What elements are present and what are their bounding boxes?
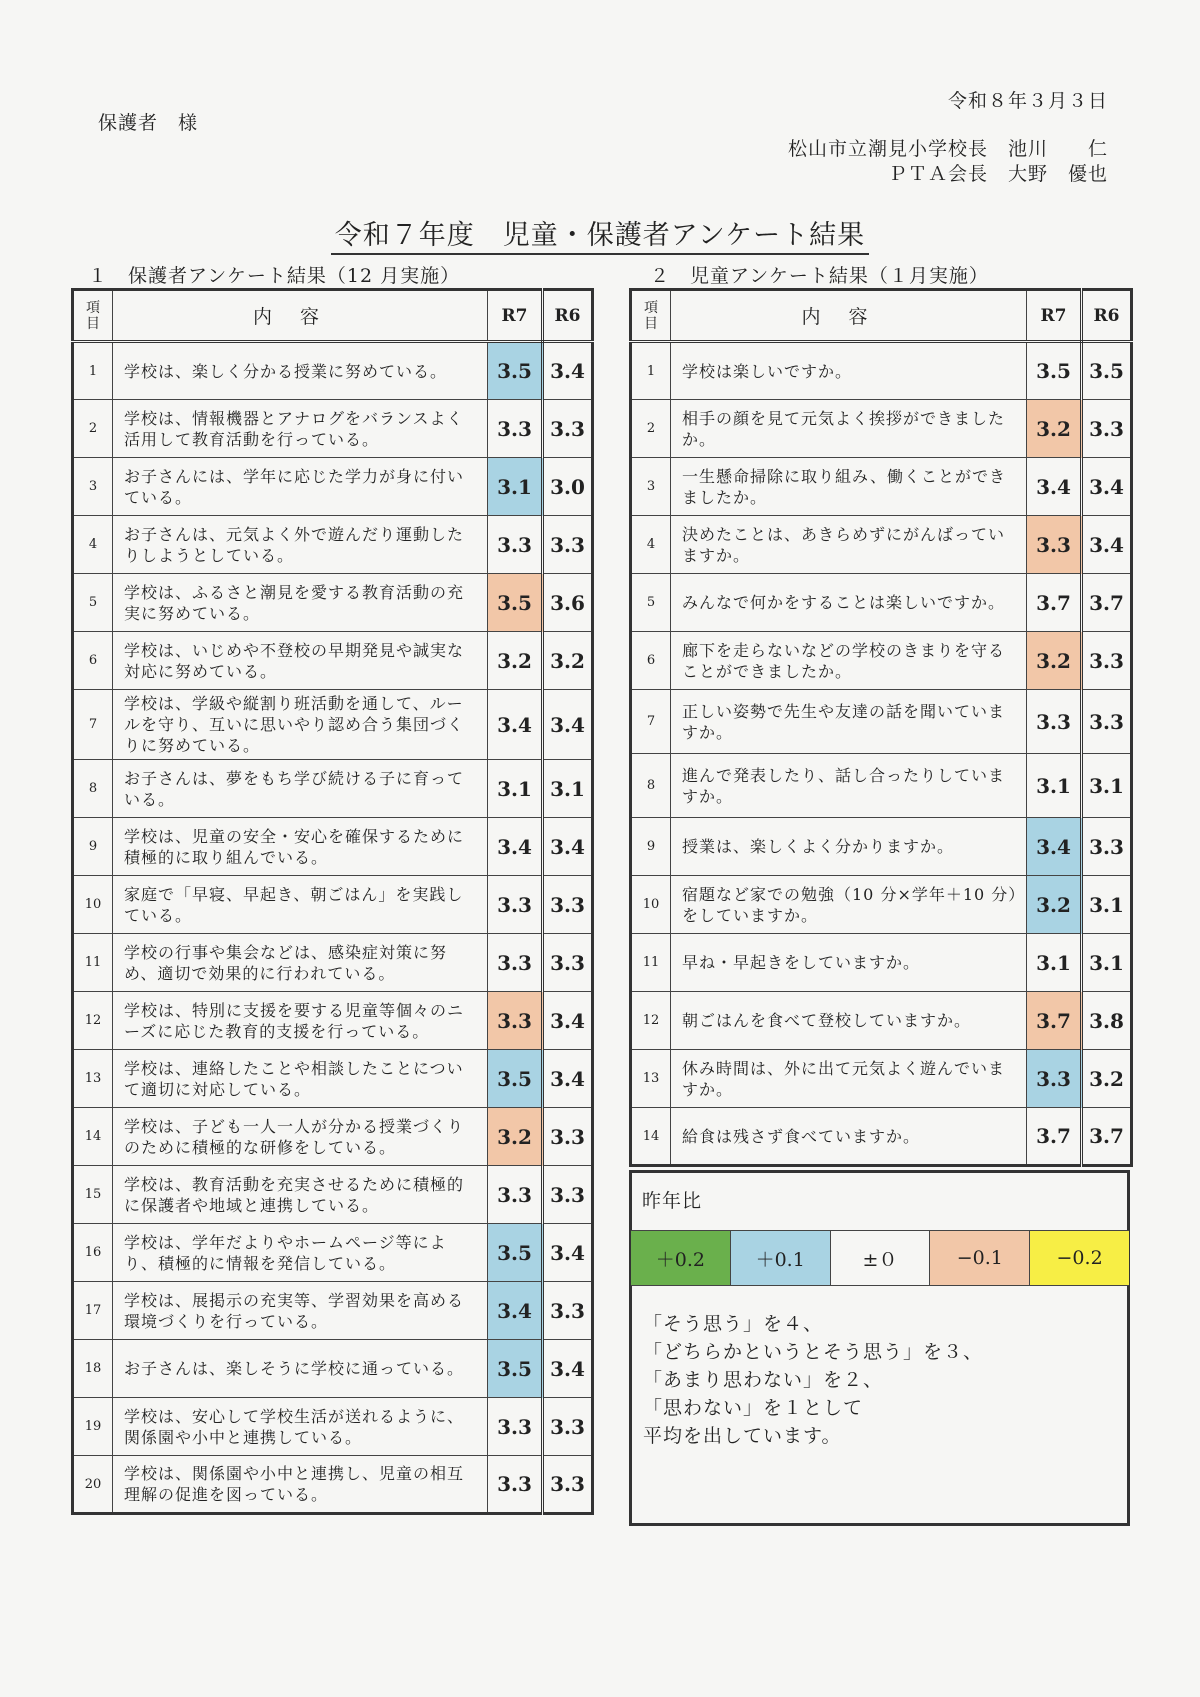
r6-score: 3.4 (543, 690, 593, 760)
page-title (0, 213, 1200, 252)
r6-score: 3.4 (1082, 458, 1132, 516)
r7-score: 3.3 (488, 992, 543, 1050)
r6-score: 3.3 (543, 1398, 593, 1456)
item-content: 朝ごはんを食べて登校していますか。 (671, 992, 1027, 1050)
r7-score: 3.3 (488, 1398, 543, 1456)
item-number: 18 (73, 1340, 113, 1398)
item-content: 学校の行事や集会などは、感染症対策に努め、適切で効果的に行われている。 (113, 934, 488, 992)
r7-score: 3.7 (1027, 1108, 1082, 1166)
item-number: 16 (73, 1224, 113, 1282)
item-content: 決めたことは、あきらめずにがんばっていますか。 (671, 516, 1027, 574)
item-content: 学校は、いじめや不登校の早期発見や誠実な対応に努めている。 (113, 632, 488, 690)
r7-score: 3.4 (488, 690, 543, 760)
table-header-row (73, 290, 593, 342)
table-row (73, 1050, 593, 1108)
r6-score: 3.1 (1082, 876, 1132, 934)
item-content: 宿題など家での勉強（10 分×学年＋10 分）をしていますか。 (671, 876, 1027, 934)
r6-score: 3.3 (543, 1282, 593, 1340)
r7-score: 3.3 (488, 1166, 543, 1224)
item-content: お子さんは、楽しそうに学校に通っている。 (113, 1340, 488, 1398)
table-row (73, 1108, 593, 1166)
item-content: 正しい姿勢で先生や友達の話を聞いていますか。 (671, 690, 1027, 754)
r6-score: 3.4 (1082, 516, 1132, 574)
item-number: 12 (73, 992, 113, 1050)
table-row (73, 818, 593, 876)
item-number: 7 (73, 690, 113, 760)
r6-score: 3.3 (543, 1108, 593, 1166)
item-number: 14 (631, 1108, 671, 1166)
r7-score: 3.3 (1027, 1050, 1082, 1108)
r6-score: 3.4 (543, 818, 593, 876)
item-number: 17 (73, 1282, 113, 1340)
item-content: 授業は、楽しくよく分かりますか。 (671, 818, 1027, 876)
r7-score: 3.4 (1027, 818, 1082, 876)
item-content: 給食は残さず食べていますか。 (671, 1108, 1027, 1166)
table-row (631, 400, 1132, 458)
table-row (73, 632, 593, 690)
note-line: 「どちらかというとそう思う」を３、 (643, 1341, 984, 1363)
item-number: 5 (73, 574, 113, 632)
item-number: 3 (631, 458, 671, 516)
r7-score: 3.4 (488, 818, 543, 876)
table-row (631, 574, 1132, 632)
r6-score: 3.5 (1082, 342, 1132, 400)
item-number: 10 (631, 876, 671, 934)
item-content: お子さんには、学年に応じた学力が身に付いている。 (113, 458, 488, 516)
r6-score: 3.4 (543, 1050, 593, 1108)
item-number: 11 (631, 934, 671, 992)
r7-score: 3.2 (488, 632, 543, 690)
item-number: 13 (631, 1050, 671, 1108)
item-content: 早ね・早起きをしていますか。 (671, 934, 1027, 992)
item-content: 休み時間は、外に出て元気よく遊んでいますか。 (671, 1050, 1027, 1108)
item-number: 11 (73, 934, 113, 992)
header-item-no: 項 目 (73, 290, 113, 342)
item-content: 一生懸命掃除に取り組み、働くことができましたか。 (671, 458, 1027, 516)
r6-score: 3.3 (1082, 690, 1132, 754)
table-row (73, 1224, 593, 1282)
item-number: 9 (73, 818, 113, 876)
item-content: 進んで発表したり、話し合ったりしていますか。 (671, 754, 1027, 818)
note-line: 平均を出しています。 (643, 1425, 842, 1447)
r7-score: 3.1 (1027, 754, 1082, 818)
item-content: 相手の顔を見て元気よく挨拶ができましたか。 (671, 400, 1027, 458)
r6-score: 3.3 (543, 934, 593, 992)
r6-score: 3.1 (1082, 754, 1132, 818)
item-content: 学校は楽しいですか。 (671, 342, 1027, 400)
item-number: 2 (631, 400, 671, 458)
table-row (73, 342, 593, 400)
r7-score: 3.5 (488, 342, 543, 400)
r6-score: 3.3 (543, 876, 593, 934)
table-row (631, 754, 1132, 818)
table-row (73, 1340, 593, 1398)
legend-row (631, 1230, 1129, 1286)
table-row (73, 574, 593, 632)
r6-score: 3.4 (543, 992, 593, 1050)
item-number: 2 (73, 400, 113, 458)
table-row (73, 1166, 593, 1224)
item-content: 学校は、安心して学校生活が送れるように、関係園や小中と連携している。 (113, 1398, 488, 1456)
item-content: 家庭で「早寝、早起き、朝ごはん」を実践している。 (113, 876, 488, 934)
header-content: 内容 (671, 290, 1027, 342)
header-r6: R6 (1082, 290, 1132, 342)
r6-score: 3.3 (543, 516, 593, 574)
item-content: 学校は、ふるさと潮見を愛する教育活動の充実に努めている。 (113, 574, 488, 632)
r6-score: 3.7 (1082, 1108, 1132, 1166)
r7-score: 3.1 (488, 760, 543, 818)
r7-score: 3.1 (488, 458, 543, 516)
item-number: 3 (73, 458, 113, 516)
legend-item: ±０ (831, 1231, 931, 1285)
note-line: 「思わない」を１として (643, 1397, 864, 1419)
r7-score: 3.4 (488, 1282, 543, 1340)
item-content: 学校は、楽しく分かる授業に努めている。 (113, 342, 488, 400)
table-row (73, 690, 593, 760)
table-row (73, 400, 593, 458)
item-content: 学校は、子ども一人一人が分かる授業づくりのために積極的な研修をしている。 (113, 1108, 488, 1166)
r7-score: 3.5 (1027, 342, 1082, 400)
page-title-text: 令和７年度 児童・保護者アンケート結果 (331, 220, 869, 255)
principal-signature: 松山市立潮見小学校長 池川 仁 (787, 138, 1108, 160)
item-content: 学校は、教育活動を充実させるために積極的に保護者や地域と連携している。 (113, 1166, 488, 1224)
item-content: お子さんは、元気よく外で遊んだり運動したりしようとしている。 (113, 516, 488, 574)
table-header-row (631, 290, 1132, 342)
document-date: 令和８年３月３日 (947, 90, 1108, 112)
r6-score: 3.3 (1082, 400, 1132, 458)
r6-score: 3.3 (1082, 632, 1132, 690)
table-row (631, 342, 1132, 400)
item-number: 20 (73, 1456, 113, 1514)
guardian-section-heading: １ 保護者アンケート結果（12 月実施） (88, 265, 461, 287)
item-number: 6 (631, 632, 671, 690)
item-number: 8 (73, 760, 113, 818)
item-number: 14 (73, 1108, 113, 1166)
r6-score: 3.4 (543, 342, 593, 400)
legend-item: −0.1 (930, 1231, 1030, 1285)
note-line: 「あまり思わない」を２、 (643, 1369, 884, 1391)
header-content: 内容 (113, 290, 488, 342)
header-item-no: 項 目 (631, 290, 671, 342)
item-content: 学校は、展掲示の充実等、学習効果を高める環境づくりを行っている。 (113, 1282, 488, 1340)
legend-item: ＋0.2 (631, 1231, 731, 1285)
r7-score: 3.5 (488, 1340, 543, 1398)
item-content: 学校は、情報機器とアナログをバランスよく活用して教育活動を行っている。 (113, 400, 488, 458)
r7-score: 3.2 (1027, 632, 1082, 690)
table-row (631, 992, 1132, 1050)
r6-score: 3.3 (543, 1166, 593, 1224)
table-row (631, 516, 1132, 574)
r6-score: 3.3 (543, 1456, 593, 1514)
r7-score: 3.7 (1027, 574, 1082, 632)
item-number: 4 (631, 516, 671, 574)
r6-score: 3.2 (543, 632, 593, 690)
legend-item: ＋0.1 (731, 1231, 831, 1285)
r7-score: 3.4 (1027, 458, 1082, 516)
table-row (73, 1398, 593, 1456)
table-row (631, 458, 1132, 516)
table-row (73, 1282, 593, 1340)
item-number: 7 (631, 690, 671, 754)
addressee: 保護者 様 (98, 112, 199, 134)
table-row (631, 690, 1132, 754)
r6-score: 3.3 (543, 400, 593, 458)
table-row (73, 876, 593, 934)
r7-score: 3.3 (488, 400, 543, 458)
header-r7: R7 (488, 290, 543, 342)
item-number: 1 (73, 342, 113, 400)
table-row (73, 1456, 593, 1514)
item-number: 8 (631, 754, 671, 818)
item-number: 13 (73, 1050, 113, 1108)
table-row (631, 632, 1132, 690)
r6-score: 3.1 (543, 760, 593, 818)
item-content: 学校は、学級や縦割り班活動を通して、ルールを守り、互いに思いやり認め合う集団づくりに努めている。 (113, 690, 488, 760)
table-row (631, 1108, 1132, 1166)
r7-score: 3.3 (488, 516, 543, 574)
legend-item: −0.2 (1030, 1231, 1129, 1285)
r6-score: 3.1 (1082, 934, 1132, 992)
header-r7: R7 (1027, 290, 1082, 342)
item-content: お子さんは、夢をもち学び続ける子に育っている。 (113, 760, 488, 818)
r6-score: 3.2 (1082, 1050, 1132, 1108)
r7-score: 3.5 (488, 1224, 543, 1282)
r6-score: 3.6 (543, 574, 593, 632)
guardian-survey-table (71, 288, 594, 1515)
r7-score: 3.5 (488, 1050, 543, 1108)
item-content: 学校は、児童の安全・安心を確保するために積極的に取り組んでいる。 (113, 818, 488, 876)
r7-score: 3.3 (488, 876, 543, 934)
scoring-note (643, 1310, 983, 1450)
item-number: 4 (73, 516, 113, 574)
r7-score: 3.3 (488, 1456, 543, 1514)
student-section-heading: ２ 児童アンケート結果（１月実施） (650, 265, 989, 287)
table-row (631, 876, 1132, 934)
table-row (631, 818, 1132, 876)
item-content: 廊下を走らないなどの学校のきまりを守ることができましたか。 (671, 632, 1027, 690)
r6-score: 3.4 (543, 1224, 593, 1282)
r7-score: 3.3 (1027, 516, 1082, 574)
r7-score: 3.2 (488, 1108, 543, 1166)
r7-score: 3.2 (1027, 876, 1082, 934)
item-content: 学校は、関係園や小中と連携し、児童の相互理解の促進を図っている。 (113, 1456, 488, 1514)
table-row (631, 1050, 1132, 1108)
item-number: 15 (73, 1166, 113, 1224)
r7-score: 3.1 (1027, 934, 1082, 992)
item-content: 学校は、連絡したことや相談したことについて適切に対応している。 (113, 1050, 488, 1108)
pta-signature: ＰＴＡ会長 大野 優也 (887, 163, 1108, 185)
item-content: みんなで何かをすることは楽しいですか。 (671, 574, 1027, 632)
table-row (631, 934, 1132, 992)
note-line: 「そう思う」を４、 (643, 1313, 824, 1335)
r7-score: 3.5 (488, 574, 543, 632)
r7-score: 3.2 (1027, 400, 1082, 458)
item-number: 9 (631, 818, 671, 876)
item-number: 5 (631, 574, 671, 632)
table-row (73, 992, 593, 1050)
r6-score: 3.3 (1082, 818, 1132, 876)
legend-title: 昨年比 (642, 1190, 703, 1212)
r6-score: 3.0 (543, 458, 593, 516)
item-content: 学校は、特別に支援を要する児童等個々のニーズに応じた教育的支援を行っている。 (113, 992, 488, 1050)
item-content: 学校は、学年だよりやホームページ等により、積極的に情報を発信している。 (113, 1224, 488, 1282)
table-row (73, 516, 593, 574)
item-number: 19 (73, 1398, 113, 1456)
item-number: 1 (631, 342, 671, 400)
r6-score: 3.8 (1082, 992, 1132, 1050)
table-row (73, 458, 593, 516)
student-survey-table (629, 288, 1133, 1167)
r7-score: 3.3 (488, 934, 543, 992)
table-row (73, 934, 593, 992)
r7-score: 3.7 (1027, 992, 1082, 1050)
table-row (73, 760, 593, 818)
item-number: 6 (73, 632, 113, 690)
r7-score: 3.3 (1027, 690, 1082, 754)
r6-score: 3.7 (1082, 574, 1132, 632)
header-r6: R6 (543, 290, 593, 342)
item-number: 10 (73, 876, 113, 934)
r6-score: 3.4 (543, 1340, 593, 1398)
item-number: 12 (631, 992, 671, 1050)
